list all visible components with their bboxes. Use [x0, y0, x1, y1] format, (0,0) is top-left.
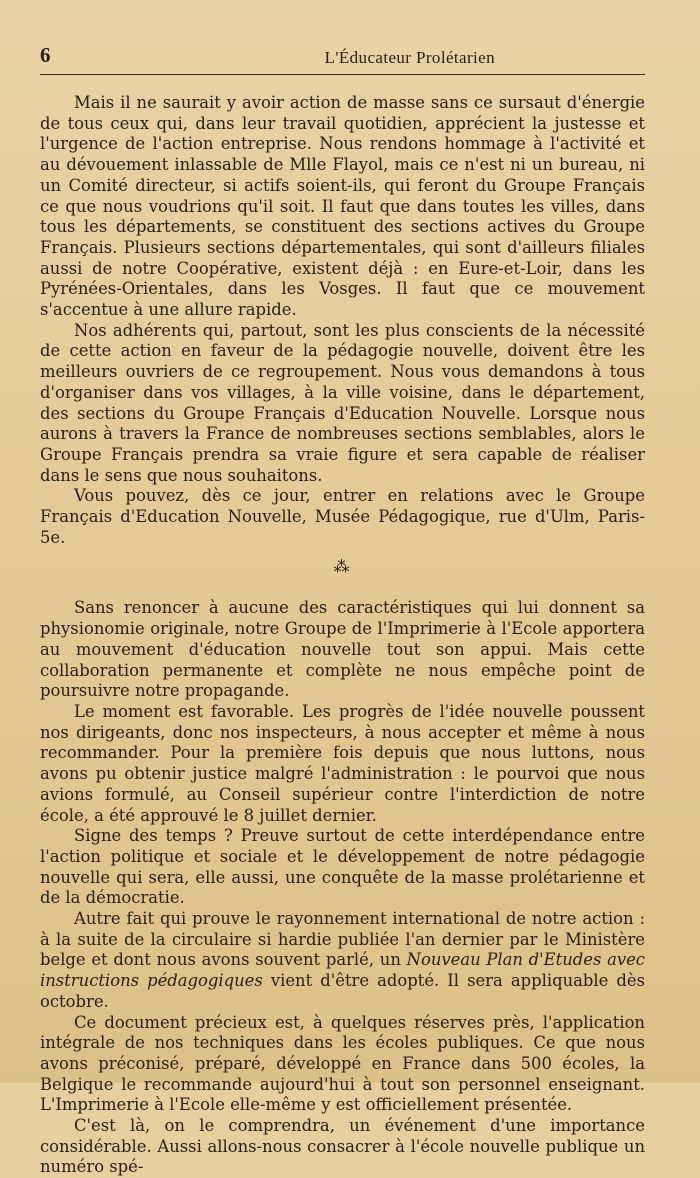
- page-header: [40, 38, 645, 75]
- italic-title: Nouveau Plan d'Etudes avec instructions pédagogiques: [40, 950, 645, 991]
- running-title: L'Éducateur Prolétarien: [324, 48, 495, 67]
- asterism-separator: ⁂: [333, 557, 352, 577]
- paragraph-text: vient d'être adopté. Il sera appliquable dès octobre.: [40, 971, 645, 1011]
- paragraph: Vous pouvez, dès ce jour, entrer en relations avec le Groupe Français d'Education Nouvelle, Musée Pédagogique, rue d'Ulm, Paris-5e.: [40, 486, 645, 547]
- paragraph: Le moment est favorable. Les progrès de l'idée nouvelle poussent nos dirigeants, donc nos inspecteurs, à nous accepter et même à nous recommander. Pour la première fois depuis que nous luttons, nous avons pu obtenir justice malgré l'administration : le pourvoi que nous avions formulé, au Conseil supérieur contre l'interdiction de notre école, a été approuvé le 8 juillet dernier.: [40, 701, 645, 825]
- paragraph: C'est là, on le comprendra, un événement d'une importance considérable. Aussi allons-nous consacrer à l'école nouvelle publique un numéro spé-: [40, 1116, 645, 1177]
- paragraph: Nos adhérents qui, partout, sont les plus conscients de la nécessité de cette action en faveur de la pédagogie nouvelle, doivent être les meilleurs ouvriers de ce regroupement. Nous vous demandons à tous d'organiser dans vos villages, à la ville voisine, dans le département, des sections du Groupe Français d'Education Nouvelle. Lorsque nous aurons à travers la France de nombreuses sections semblables, alors le Groupe Français prendra sa vraie figure et sera capable de réaliser dans le sens que nous souhaitons.: [40, 320, 645, 485]
- paragraph: Signe des temps ? Preuve surtout de cette interdépendance entre l'action politique et sociale et le développement de notre pédagogie nouvelle qui sera, elle aussi, une conquête de la masse prolétarienne et de la démocratie.: [40, 826, 645, 908]
- article-body: [40, 93, 645, 1178]
- paragraph: [40, 909, 645, 1013]
- paragraph-text: Autre fait qui prouve le rayonnement international de notre action : à la suite de la circulaire si hardie publiée l'an dernier par le Ministère belge et dont nous avons souvent parlé, un: [40, 909, 645, 970]
- paragraph: Mais il ne saurait y avoir action de masse sans ce sursaut d'énergie de tous ceux qui, dans leur travail quotidien, apprécient la justesse et l'urgence de l'action entreprise. Nous rendons hommage à l'activité et au dévouement inlassable de Mlle Flayol, mais ce n'est ni un bureau, ni un Comité directeur, si actifs soient-ils, qui feront du Groupe Français ce que nous voudrions qu'il soit. Il faut que dans toutes les villes, dans tous les départements, se constituent des sections actives du Groupe Français. Plusieurs sections départementales, qui sont d'ailleurs filiales aussi de notre Coopérative, existent déjà : en Eure-et-Loir, dans les Pyrénées-Orientales, dans les Vosges. Il faut que ce mouvement s'accentue à une allure rapide.: [40, 93, 645, 320]
- paragraph: Sans renoncer à aucune des caractéristiques qui lui donnent sa physionomie originale, notre Groupe de l'Imprimerie à l'Ecole apportera au mouvement d'éducation nouvelle tout son appui. Mais cette collaboration permanente et complète ne nous empêche point de poursuivre notre propagande.: [40, 598, 645, 701]
- page-number: 6: [40, 43, 51, 67]
- paragraph: Ce document précieux est, à quelques réserves près, l'application intégrale de nos techniques dans les écoles publiques. Ce que nous avons préconisé, préparé, développé en France dans 500 écoles, la Belgique le recommande aujourd'hui à tout son personnel enseignant. L'Imprimerie à l'Ecole elle-même y est officiellement présentée.: [40, 1012, 645, 1115]
